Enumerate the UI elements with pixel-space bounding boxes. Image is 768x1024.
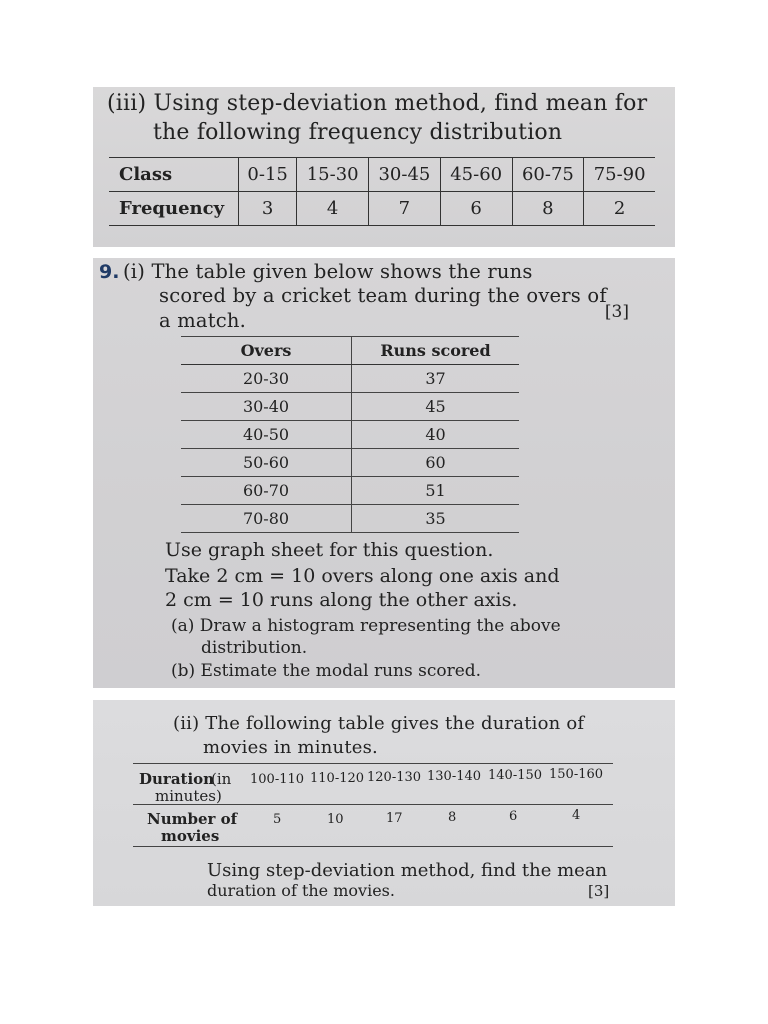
question-9-line-3: a match. <box>159 309 247 332</box>
duration-cell: 130-140 <box>427 769 482 784</box>
duration-label: Duration <box>139 770 215 788</box>
movies-label-line-2: movies <box>161 827 220 845</box>
marks-label: [3] <box>604 302 629 322</box>
overs-cell: 20-30 <box>181 365 352 393</box>
duration-cell: 110-120 <box>310 771 365 786</box>
movies-count-cell: 5 <box>273 812 282 827</box>
part-a-line-1: (a) Draw a histogram representing the above <box>171 616 561 636</box>
runs-cell: 51 <box>352 477 520 505</box>
question-number: 9. <box>99 261 120 283</box>
class-row <box>109 158 655 192</box>
part-b: (b) Estimate the modal runs scored. <box>171 661 482 681</box>
question-ii-line-1: (ii) The following table gives the duration of <box>173 713 585 734</box>
frequency-cell: 2 <box>584 192 655 226</box>
runs-scored-table <box>181 336 519 533</box>
class-cell: 0-15 <box>239 158 297 192</box>
class-cell: 60-75 <box>512 158 584 192</box>
class-cell: 30-45 <box>369 158 441 192</box>
overs-header: Overs <box>181 337 352 365</box>
class-cell: 15-30 <box>297 158 369 192</box>
class-label: Class <box>109 158 239 192</box>
runs-cell: 60 <box>352 449 520 477</box>
part-a-line-2: distribution. <box>201 638 308 658</box>
movie-instruction-line-2: duration of the movies. <box>207 881 395 900</box>
runs-cell: 40 <box>352 421 520 449</box>
movies-count-cell: 6 <box>509 809 518 824</box>
movies-count-cell: 17 <box>386 811 403 826</box>
duration-label-unit: (in <box>211 770 232 788</box>
table-row <box>181 393 519 421</box>
table-row <box>181 505 519 533</box>
overs-cell: 30-40 <box>181 393 352 421</box>
overs-cell: 60-70 <box>181 477 352 505</box>
frequency-cell: 7 <box>369 192 441 226</box>
instruction-scale-overs: Take 2 cm = 10 overs along one axis and <box>165 565 560 587</box>
duration-cell: 140-150 <box>488 768 543 783</box>
duration-cell: 150-160 <box>549 767 604 782</box>
frequency-cell: 6 <box>440 192 512 226</box>
movies-count-cell: 10 <box>327 812 344 827</box>
duration-label-minutes: minutes) <box>155 787 222 805</box>
frequency-label: Frequency <box>109 192 239 226</box>
question-iii-line-1: (iii) Using step-deviation method, find mean for <box>107 91 648 116</box>
overs-cell: 40-50 <box>181 421 352 449</box>
movie-marks-label: [3] <box>588 882 610 900</box>
frequency-distribution-table <box>109 157 655 226</box>
duration-cell: 120-130 <box>367 770 422 785</box>
table-row <box>181 449 519 477</box>
class-cell: 45-60 <box>440 158 512 192</box>
movies-count-cell: 4 <box>572 808 581 823</box>
instruction-graph-sheet: Use graph sheet for this question. <box>165 539 494 561</box>
overs-cell: 70-80 <box>181 505 352 533</box>
table-row <box>181 477 519 505</box>
class-cell: 75-90 <box>584 158 655 192</box>
question-iii-line-2: the following frequency distribution <box>153 120 563 145</box>
table-bottom-rule <box>133 846 613 847</box>
frequency-row <box>109 192 655 226</box>
instruction-scale-runs: 2 cm = 10 runs along the other axis. <box>165 589 518 611</box>
runs-cell: 37 <box>352 365 520 393</box>
duration-cell: 100-110 <box>250 772 305 787</box>
frequency-cell: 3 <box>239 192 297 226</box>
runs-cell: 45 <box>352 393 520 421</box>
overs-cell: 50-60 <box>181 449 352 477</box>
question-panel-cricket-runs <box>93 258 675 688</box>
frequency-cell: 4 <box>297 192 369 226</box>
table-header-row <box>181 337 519 365</box>
table-row <box>181 365 519 393</box>
table-row <box>181 421 519 449</box>
runs-cell: 35 <box>352 505 520 533</box>
question-9-line-2: scored by a cricket team during the overs of <box>159 284 607 307</box>
runs-header: Runs scored <box>352 337 520 365</box>
table-top-rule <box>133 763 613 764</box>
frequency-cell: 8 <box>512 192 584 226</box>
question-9-line-1: (i) The table given below shows the runs <box>123 260 533 283</box>
movies-count-cell: 8 <box>448 810 457 825</box>
movies-label: Number of <box>147 810 238 828</box>
question-panel-frequency-distribution <box>93 87 675 247</box>
question-panel-movie-duration <box>93 700 675 906</box>
question-ii-line-2: movies in minutes. <box>203 737 378 758</box>
movie-instruction-line-1: Using step-deviation method, find the mean <box>207 860 608 881</box>
